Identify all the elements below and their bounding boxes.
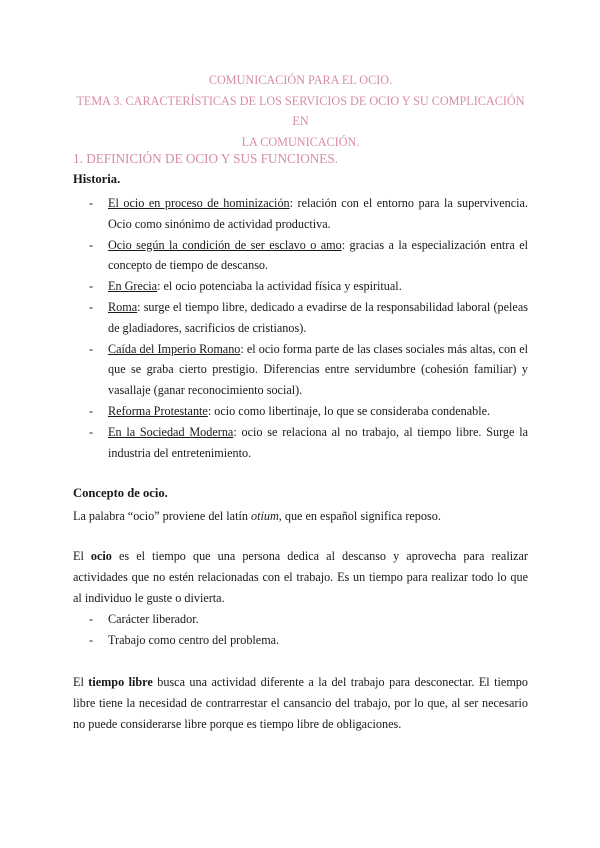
paragraph-ocio-definition: El ocio es el tiempo que una persona dedica al descanso y aprovecha para realizar actividades que no estén relacionadas con el trabajo. Es un tiempo para realizar todo lo que al individuo le guste o divierta. (73, 549, 528, 605)
list-item: - Ocio según la condición de ser esclavo o amo: gracias a la especialización entra el concepto de tiempo de descanso. (89, 237, 528, 273)
document-header (73, 70, 528, 152)
ocio-characteristics-list (73, 609, 528, 651)
list-item: - Carácter liberador. (89, 612, 199, 626)
list-item: - Caída del Imperio Romano: el ocio forma parte de las clases sociales más altas, con el que se graba cierto prestigio. Diferencias entre servidumbre (cohesión familiar) y vasallaje (ganar reconocimiento social). (89, 341, 528, 398)
history-list (73, 193, 528, 463)
list-item: - En Grecia: el ocio potenciaba la actividad física y espiritual. (89, 279, 402, 294)
list-item: - Trabajo como centro del problema. (89, 632, 280, 647)
paragraph-tiempo-libre: El tiempo libre busca una actividad diferente a la del trabajo para desconectar. El tiempo libre tiene la necesidad de contrarrestar el cansancio del trabajo, por lo que, al ser necesario no puede considerarse libre porque es tiempo libre de obligaciones. (73, 675, 528, 731)
list-item: - En la Sociedad Moderna: ocio se relaciona al no trabajo, al tiempo libre. Surge la industria del entretenimiento. (89, 424, 528, 460)
historia-heading: Historia. (73, 172, 121, 186)
list-item: - Reforma Protestante: ocio como libertinaje, lo que se consideraba condenable. (89, 403, 491, 418)
topic-title-line2: LA COMUNICACIÓN. (241, 134, 360, 149)
list-item: - Roma: surge el tiempo libre, dedicado a evadirse de la responsabilidad laboral (peleas de gladiadores, sacrificios de cristianos). (89, 299, 528, 335)
paragraph-etymology: La palabra “ocio” proviene del latín otium, que en español significa reposo. (73, 509, 441, 523)
section-title: 1. DEFINICIÓN DE OCIO Y SUS FUNCIONES. (73, 151, 338, 166)
concepto-heading: Concepto de ocio. (73, 486, 168, 500)
course-title: COMUNICACIÓN PARA EL OCIO. (208, 73, 393, 87)
topic-title-line1: TEMA 3. CARACTERÍSTICAS DE LOS SERVICIOS DE OCIO Y SU COMPLICACIÓN EN (76, 93, 525, 128)
list-item: - El ocio en proceso de hominización: relación con el entorno para la supervivencia. Ocio como sinónimo de actividad productiva. (89, 196, 528, 231)
